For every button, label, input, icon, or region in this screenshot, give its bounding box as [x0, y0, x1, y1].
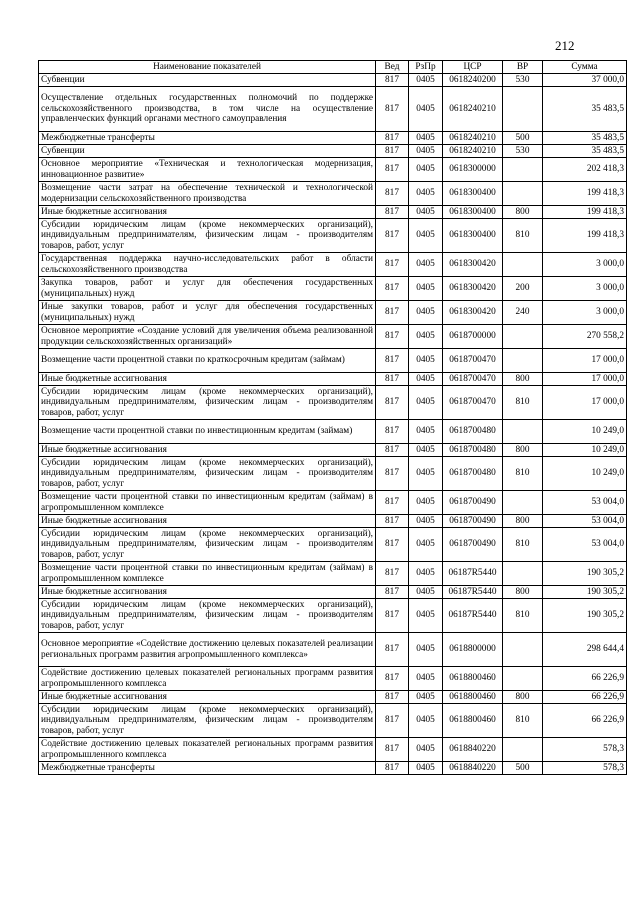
row-csr: 06187R5440 [443, 586, 503, 599]
row-sum: 53 004,0 [543, 515, 627, 528]
row-vr: 800 [503, 691, 543, 704]
row-ved: 817 [376, 277, 409, 301]
row-name: Иные закупки товаров, работ и услуг для обеспечения государственных (муниципальных) нужд [39, 301, 376, 325]
row-vr: 810 [503, 528, 543, 562]
row-sum: 578,3 [543, 738, 627, 762]
row-csr: 0618240210 [443, 87, 503, 132]
row-name: Иные бюджетные ассигнования [39, 691, 376, 704]
table-row [39, 132, 627, 145]
row-rzpr: 0405 [409, 586, 443, 599]
row-sum: 10 249,0 [543, 457, 627, 491]
table-row [39, 562, 627, 586]
table-row [39, 182, 627, 206]
table-row [39, 633, 627, 667]
row-sum: 53 004,0 [543, 491, 627, 515]
row-sum: 53 004,0 [543, 528, 627, 562]
table-row [39, 586, 627, 599]
row-ved: 817 [376, 528, 409, 562]
row-sum: 190 305,2 [543, 562, 627, 586]
row-name: Содействие достижению целевых показателей региональных программ развития агропромышленного комплекса [39, 738, 376, 762]
row-csr: 0618700470 [443, 349, 503, 373]
row-rzpr: 0405 [409, 420, 443, 444]
row-name: Иные бюджетные ассигнования [39, 373, 376, 386]
row-vr [503, 158, 543, 182]
row-ved: 817 [376, 145, 409, 158]
row-ved: 817 [376, 586, 409, 599]
row-sum: 3 000,0 [543, 253, 627, 277]
table-row [39, 738, 627, 762]
row-name: Субсидии юридическим лицам (кроме некоммерческих организаций), индивидуальным предпринимателям, физическим лицам - производителям товаров, работ, услуг [39, 457, 376, 491]
table-row [39, 277, 627, 301]
row-csr: 0618700470 [443, 373, 503, 386]
row-sum: 35 483,5 [543, 87, 627, 132]
row-sum: 17 000,0 [543, 386, 627, 420]
row-vr [503, 562, 543, 586]
row-sum: 199 418,3 [543, 182, 627, 206]
row-csr: 0618840220 [443, 738, 503, 762]
row-vr: 810 [503, 457, 543, 491]
header-rzpr: РзПр [409, 61, 443, 74]
row-sum: 35 483,5 [543, 132, 627, 145]
table-row [39, 386, 627, 420]
row-vr: 800 [503, 515, 543, 528]
row-rzpr: 0405 [409, 206, 443, 219]
row-sum: 10 249,0 [543, 444, 627, 457]
budget-table [38, 60, 627, 775]
row-rzpr: 0405 [409, 277, 443, 301]
row-name: Содействие достижению целевых показателей региональных программ развития агропромышленного комплекса [39, 667, 376, 691]
table-row [39, 219, 627, 253]
row-csr: 0618700480 [443, 420, 503, 444]
header-ved: Вед [376, 61, 409, 74]
row-csr: 0618240210 [443, 145, 503, 158]
row-csr: 0618240200 [443, 74, 503, 87]
header-csr: ЦСР [443, 61, 503, 74]
row-ved: 817 [376, 491, 409, 515]
row-ved: 817 [376, 253, 409, 277]
row-vr [503, 349, 543, 373]
row-rzpr: 0405 [409, 633, 443, 667]
row-rzpr: 0405 [409, 74, 443, 87]
row-vr: 810 [503, 704, 543, 738]
row-ved: 817 [376, 206, 409, 219]
row-sum: 3 000,0 [543, 277, 627, 301]
row-rzpr: 0405 [409, 87, 443, 132]
row-ved: 817 [376, 562, 409, 586]
row-sum: 298 644,4 [543, 633, 627, 667]
row-ved: 817 [376, 457, 409, 491]
row-sum: 190 305,2 [543, 586, 627, 599]
row-csr: 0618700000 [443, 325, 503, 349]
row-sum: 202 418,3 [543, 158, 627, 182]
row-csr: 0618300420 [443, 253, 503, 277]
row-csr: 0618700480 [443, 457, 503, 491]
row-vr: 800 [503, 206, 543, 219]
row-sum: 17 000,0 [543, 373, 627, 386]
row-csr: 0618800460 [443, 691, 503, 704]
row-name: Возмещение части процентной ставки по краткосрочным кредитам (займам) [39, 349, 376, 373]
row-ved: 817 [376, 762, 409, 775]
row-ved: 817 [376, 325, 409, 349]
row-vr: 240 [503, 301, 543, 325]
row-vr [503, 325, 543, 349]
row-csr: 0618840220 [443, 762, 503, 775]
table-row [39, 515, 627, 528]
row-csr: 0618300400 [443, 219, 503, 253]
row-csr: 0618300420 [443, 277, 503, 301]
table-row [39, 325, 627, 349]
row-vr [503, 420, 543, 444]
row-sum: 199 418,3 [543, 206, 627, 219]
row-name: Субсидии юридическим лицам (кроме некоммерческих организаций), индивидуальным предпринимателям, физическим лицам - производителям товаров, работ, услуг [39, 219, 376, 253]
row-ved: 817 [376, 349, 409, 373]
row-csr: 0618800460 [443, 704, 503, 738]
row-vr: 800 [503, 444, 543, 457]
row-ved: 817 [376, 704, 409, 738]
table-row [39, 87, 627, 132]
row-rzpr: 0405 [409, 738, 443, 762]
row-vr [503, 633, 543, 667]
row-ved: 817 [376, 132, 409, 145]
row-ved: 817 [376, 158, 409, 182]
row-vr: 500 [503, 762, 543, 775]
row-sum: 35 483,5 [543, 145, 627, 158]
table-row [39, 691, 627, 704]
row-vr [503, 182, 543, 206]
row-ved: 817 [376, 444, 409, 457]
row-rzpr: 0405 [409, 301, 443, 325]
row-sum: 199 418,3 [543, 219, 627, 253]
table-row [39, 158, 627, 182]
table-row [39, 528, 627, 562]
row-csr: 0618300400 [443, 182, 503, 206]
row-vr: 810 [503, 219, 543, 253]
row-rzpr: 0405 [409, 667, 443, 691]
table-row [39, 667, 627, 691]
row-name: Межбюджетные трансферты [39, 132, 376, 145]
row-name: Основное мероприятие «Техническая и технологическая модернизация, инновационное развитие» [39, 158, 376, 182]
row-rzpr: 0405 [409, 349, 443, 373]
row-rzpr: 0405 [409, 704, 443, 738]
row-sum: 17 000,0 [543, 349, 627, 373]
row-rzpr: 0405 [409, 373, 443, 386]
row-name: Субсидии юридическим лицам (кроме некоммерческих организаций), индивидуальным предпринимателям, физическим лицам - производителям товаров, работ, услуг [39, 704, 376, 738]
row-sum: 37 000,0 [543, 74, 627, 87]
row-rzpr: 0405 [409, 599, 443, 633]
row-rzpr: 0405 [409, 253, 443, 277]
table-row [39, 253, 627, 277]
row-vr: 810 [503, 599, 543, 633]
table-row [39, 74, 627, 87]
table-row [39, 301, 627, 325]
row-csr: 0618800000 [443, 633, 503, 667]
row-ved: 817 [376, 738, 409, 762]
row-vr: 530 [503, 74, 543, 87]
row-vr: 810 [503, 386, 543, 420]
table-row [39, 420, 627, 444]
row-csr: 0618300000 [443, 158, 503, 182]
row-csr: 0618700470 [443, 386, 503, 420]
row-ved: 817 [376, 373, 409, 386]
row-sum: 190 305,2 [543, 599, 627, 633]
row-csr: 0618700490 [443, 528, 503, 562]
row-ved: 817 [376, 667, 409, 691]
row-csr: 0618300420 [443, 301, 503, 325]
row-sum: 270 558,2 [543, 325, 627, 349]
row-vr [503, 738, 543, 762]
row-rzpr: 0405 [409, 386, 443, 420]
row-ved: 817 [376, 182, 409, 206]
row-rzpr: 0405 [409, 457, 443, 491]
row-ved: 817 [376, 515, 409, 528]
row-csr: 0618240210 [443, 132, 503, 145]
row-vr [503, 87, 543, 132]
row-name: Государственная поддержка научно-исследовательских работ в области сельскохозяйственного производства [39, 253, 376, 277]
row-sum: 66 226,9 [543, 704, 627, 738]
row-ved: 817 [376, 599, 409, 633]
table-header-row [39, 61, 627, 74]
row-csr: 0618700490 [443, 491, 503, 515]
row-name: Возмещение части процентной ставки по инвестиционным кредитам (займам) в агропромышленном комплексе [39, 491, 376, 515]
row-ved: 817 [376, 633, 409, 667]
row-csr: 0618700490 [443, 515, 503, 528]
row-name: Субсидии юридическим лицам (кроме некоммерческих организаций), индивидуальным предпринимателям, физическим лицам - производителям товаров, работ, услуг [39, 528, 376, 562]
row-rzpr: 0405 [409, 528, 443, 562]
table-row [39, 373, 627, 386]
row-vr: 800 [503, 373, 543, 386]
row-rzpr: 0405 [409, 158, 443, 182]
row-sum: 3 000,0 [543, 301, 627, 325]
row-sum: 10 249,0 [543, 420, 627, 444]
table-row [39, 762, 627, 775]
row-name: Иные бюджетные ассигнования [39, 206, 376, 219]
header-name: Наименование показателей [39, 61, 376, 74]
table-row [39, 444, 627, 457]
row-name: Иные бюджетные ассигнования [39, 444, 376, 457]
row-ved: 817 [376, 691, 409, 704]
row-rzpr: 0405 [409, 691, 443, 704]
row-name: Основное мероприятие «Создание условий для увеличения объема реализованной продукции сельскохозяйственных организаций» [39, 325, 376, 349]
row-vr [503, 491, 543, 515]
row-name: Межбюджетные трансферты [39, 762, 376, 775]
row-csr: 0618800460 [443, 667, 503, 691]
row-rzpr: 0405 [409, 515, 443, 528]
row-csr: 0618700480 [443, 444, 503, 457]
table-row [39, 349, 627, 373]
row-name: Субсидии юридическим лицам (кроме некоммерческих организаций), индивидуальным предпринимателям, физическим лицам - производителям товаров, работ, услуг [39, 599, 376, 633]
row-name: Возмещение части затрат на обеспечение технической и технологической модернизации сельскохозяйственного производства [39, 182, 376, 206]
row-name: Возмещение части процентной ставки по инвестиционным кредитам (займам) в агропромышленном комплексе [39, 562, 376, 586]
row-name: Возмещение части процентной ставки по инвестиционным кредитам (займам) [39, 420, 376, 444]
table-row [39, 599, 627, 633]
row-name: Основное мероприятие «Содействие достижению целевых показателей реализации региональных программ развития агропромышленного комплекса» [39, 633, 376, 667]
row-sum: 66 226,9 [543, 667, 627, 691]
row-ved: 817 [376, 87, 409, 132]
row-ved: 817 [376, 420, 409, 444]
row-name: Субвенции [39, 74, 376, 87]
row-name: Субвенции [39, 145, 376, 158]
header-sum: Сумма [543, 61, 627, 74]
table-row [39, 145, 627, 158]
row-ved: 817 [376, 74, 409, 87]
row-vr [503, 253, 543, 277]
row-name: Осуществление отдельных государственных полномочий по поддержке сельскохозяйственного производства, в том числе на осуществление управленческих функций органами местного самоуправления [39, 87, 376, 132]
row-rzpr: 0405 [409, 762, 443, 775]
row-name: Субсидии юридическим лицам (кроме некоммерческих организаций), индивидуальным предпринимателям, физическим лицам - производителям товаров, работ, услуг [39, 386, 376, 420]
row-csr: 06187R5440 [443, 562, 503, 586]
row-name: Иные бюджетные ассигнования [39, 515, 376, 528]
row-ved: 817 [376, 301, 409, 325]
row-rzpr: 0405 [409, 132, 443, 145]
row-vr: 500 [503, 132, 543, 145]
row-vr: 200 [503, 277, 543, 301]
row-sum: 66 226,9 [543, 691, 627, 704]
page-number: 212 [555, 38, 575, 53]
row-rzpr: 0405 [409, 145, 443, 158]
row-ved: 817 [376, 219, 409, 253]
row-name: Закупка товаров, работ и услуг для обеспечения государственных (муниципальных) нужд [39, 277, 376, 301]
row-rzpr: 0405 [409, 491, 443, 515]
row-ved: 817 [376, 386, 409, 420]
table-row [39, 491, 627, 515]
row-name: Иные бюджетные ассигнования [39, 586, 376, 599]
table-row [39, 457, 627, 491]
row-vr [503, 667, 543, 691]
row-csr: 0618300400 [443, 206, 503, 219]
row-vr: 800 [503, 586, 543, 599]
row-sum: 578,3 [543, 762, 627, 775]
header-vr: ВР [503, 61, 543, 74]
row-rzpr: 0405 [409, 325, 443, 349]
row-csr: 06187R5440 [443, 599, 503, 633]
row-rzpr: 0405 [409, 182, 443, 206]
row-vr: 530 [503, 145, 543, 158]
row-rzpr: 0405 [409, 562, 443, 586]
row-rzpr: 0405 [409, 219, 443, 253]
table-row [39, 704, 627, 738]
row-rzpr: 0405 [409, 444, 443, 457]
table-row [39, 206, 627, 219]
